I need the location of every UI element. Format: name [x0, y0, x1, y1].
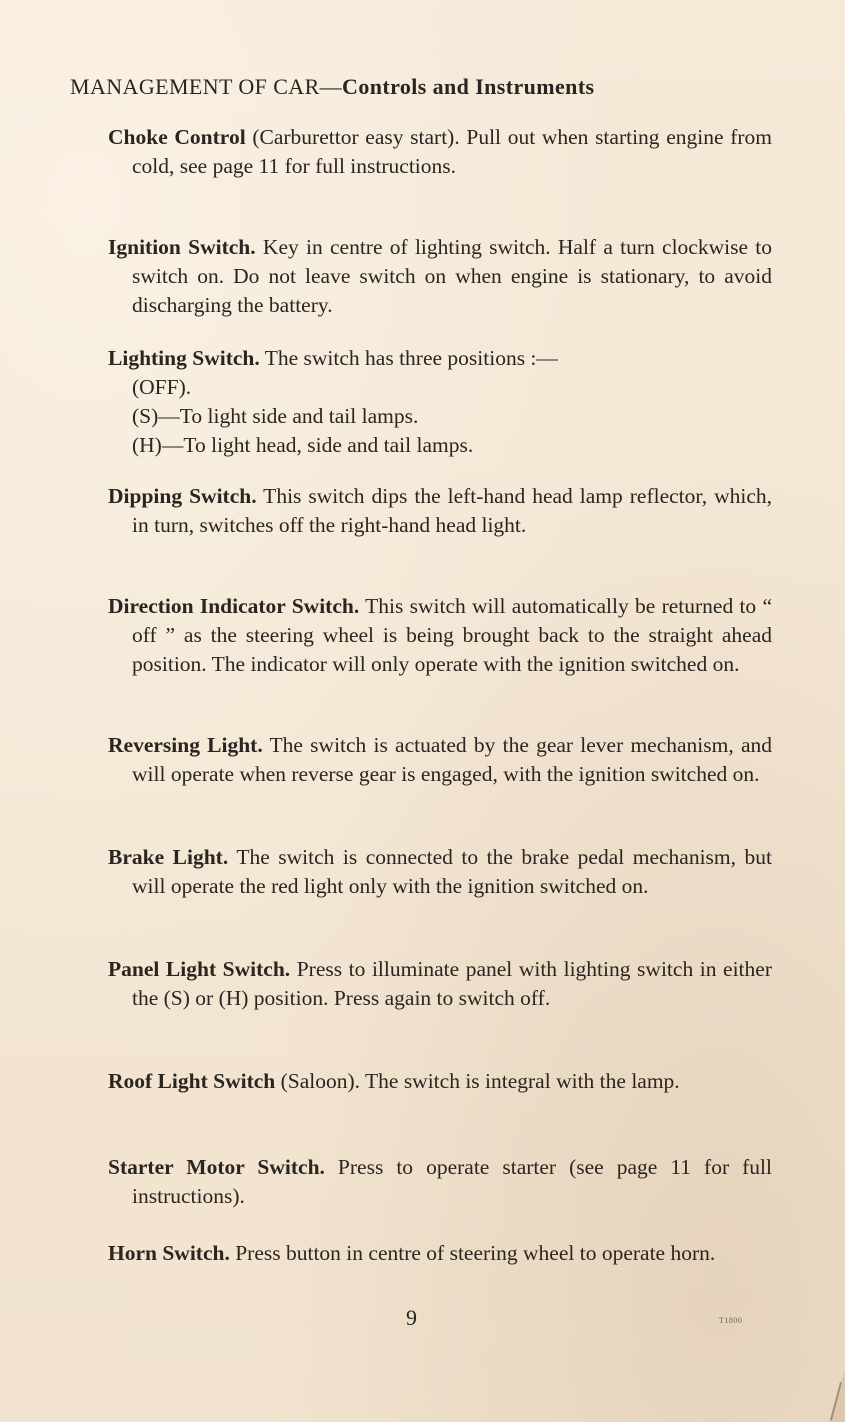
header-section: MANAGEMENT OF CAR— — [70, 74, 343, 99]
entry-term: Brake Light. — [108, 845, 229, 869]
entry-term: Lighting Switch. — [108, 346, 260, 370]
page-corner-wear — [785, 1362, 845, 1422]
entry-text: This switch will automatically be returned to “ off ” as the steering wheel is being brought back to the straight ahead position. The indicator will only operate with the ignition switched on. — [132, 594, 772, 676]
entry-direction-indicator-switch — [108, 592, 772, 679]
entry-starter-motor-switch — [108, 1153, 772, 1211]
page-number: 9 — [406, 1305, 417, 1330]
entry-term: Reversing Light. — [108, 733, 263, 757]
page-header — [70, 74, 595, 100]
entry-term: Roof Light Switch — [108, 1069, 276, 1093]
entry-text: The switch is connected to the brake pedal mechanism, but will operate the red light only with the ignition switched on. — [132, 845, 772, 898]
entry-term: Horn Switch. — [108, 1241, 230, 1265]
entry-reversing-light — [108, 731, 772, 789]
entry-text: Key in centre of lighting switch. Half a turn clockwise to switch on. Do not leave switch on when engine is stationary, to avoid discharging the battery. — [132, 235, 772, 317]
entry-roof-light-switch — [108, 1067, 772, 1096]
entry-dipping-switch — [108, 482, 772, 540]
print-code: T1800 — [719, 1316, 743, 1325]
entry-brake-light — [108, 843, 772, 901]
entry-text: (Carburettor easy start). Pull out when starting engine from cold, see page 11 for full instructions. — [132, 125, 772, 178]
entry-choke-control — [108, 123, 772, 181]
entry-text: (Saloon). The switch is integral with the lamp. — [275, 1069, 680, 1093]
entry-term: Choke Control — [108, 125, 246, 149]
entry-term: Direction Indicator Switch. — [108, 594, 360, 618]
lighting-position-h: (H)—To light head, side and tail lamps. — [132, 433, 474, 457]
entry-text: This switch dips the left-hand head lamp reflector, which, in turn, switches off the right-hand head light. — [132, 484, 772, 537]
header-subtitle: Controls and Instruments — [342, 74, 595, 99]
entry-text: The switch has three positions :— — [259, 346, 558, 370]
entry-term: Dipping Switch. — [108, 484, 257, 508]
entry-ignition-switch — [108, 233, 772, 320]
lighting-position-s: (S)—To light side and tail lamps. — [132, 404, 419, 428]
entry-term: Ignition Switch. — [108, 235, 256, 259]
entry-horn-switch — [108, 1239, 772, 1268]
entry-lighting-switch — [108, 344, 772, 460]
entry-term: Panel Light Switch. — [108, 957, 291, 981]
entry-text: Press to operate starter (see page 11 for full instructions). — [132, 1155, 772, 1208]
entry-text: Press to illuminate panel with lighting switch in either the (S) or (H) position. Press again to switch off. — [132, 957, 772, 1010]
entry-text: The switch is actuated by the gear lever mechanism, and will operate when reverse gear is engaged, with the ignition switched on. — [132, 733, 772, 786]
entry-term: Starter Motor Switch. — [108, 1155, 325, 1179]
lighting-position-off: (OFF). — [132, 375, 192, 399]
entry-panel-light-switch — [108, 955, 772, 1013]
entry-text: Press button in centre of steering wheel to operate horn. — [229, 1241, 716, 1265]
